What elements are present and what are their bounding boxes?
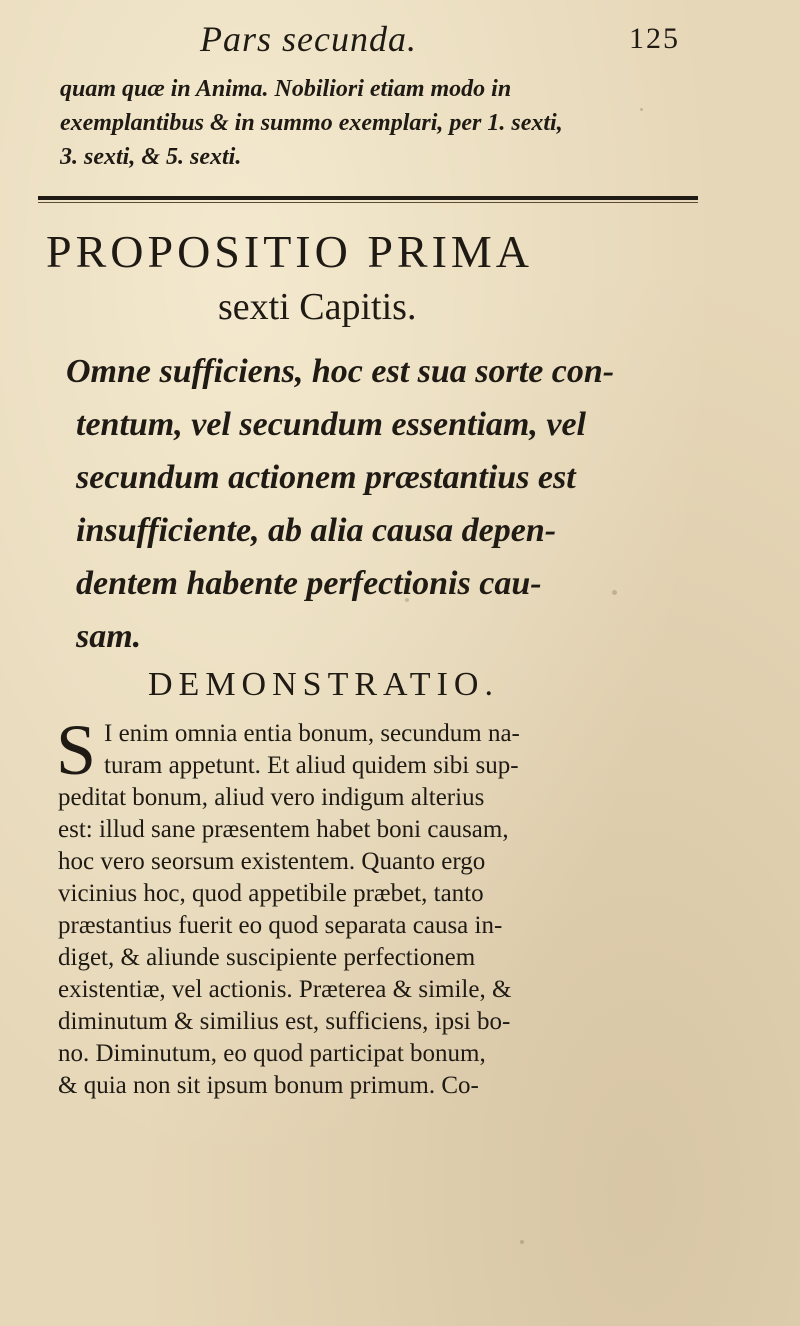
section-rule — [38, 196, 698, 200]
proposition-line: secundum actionem præstantius est — [76, 459, 576, 496]
proposition-line: dentem habente perfectionis cau- — [76, 565, 542, 602]
proposition-line: Omne sufficiens, hoc est sua sorte con- — [66, 353, 615, 390]
paper-speck — [612, 590, 617, 595]
demonstration-heading: DEMONSTRATIO. — [148, 666, 499, 703]
body-line: vicinius hoc, quod appetibile præbet, tanto — [58, 880, 484, 907]
body-line: & quia non sit ipsum bonum primum. Co- — [58, 1072, 479, 1099]
intro-line: 3. sexti, & 5. sexti. — [60, 144, 242, 170]
paper-speck — [405, 598, 409, 602]
body-line: diminutum & similius est, sufficiens, ipsi bo- — [58, 1008, 511, 1035]
body-line: I enim omnia entia bonum, secundum na- — [104, 720, 520, 747]
paper-speck — [640, 108, 643, 111]
body-line: diget, & aliunde suscipiente perfectionem — [58, 944, 476, 971]
intro-line: quam quæ in Anima. Nobiliori etiam modo in — [60, 76, 512, 102]
page-header — [60, 18, 760, 68]
body-line: hoc vero seorsum existentem. Quanto ergo — [58, 848, 486, 875]
demonstration-body — [56, 710, 658, 1102]
paper-speck — [520, 1240, 524, 1244]
proposition-line: sam. — [76, 618, 142, 655]
body-line: turam appetunt. Et aliud quidem sibi sup- — [104, 752, 519, 779]
body-line: est: illud sane præsentem habet boni causam, — [58, 816, 509, 843]
proposition-title: PROPOSITIO PRIMA — [46, 226, 534, 277]
running-head: Pars secunda. — [200, 19, 417, 59]
body-line: no. Diminutum, eo quod participat bonum, — [58, 1040, 486, 1067]
page-number: 125 — [629, 22, 680, 55]
proposition-line: tentum, vel secundum essentiam, vel — [76, 406, 586, 443]
proposition-line: insufficiente, ab alia causa depen- — [76, 512, 557, 549]
proposition-subtitle: sexti Capitis. — [218, 286, 417, 328]
intro-paragraph — [60, 72, 700, 174]
body-line: peditat bonum, aliud vero indigum alterius — [58, 784, 485, 811]
drop-cap: S — [56, 710, 97, 790]
intro-line: exemplantibus & in summo exemplari, per 1. sexti, — [60, 110, 563, 136]
proposition-text — [66, 345, 626, 663]
body-line: præstantius fuerit eo quod separata causa in- — [58, 912, 503, 939]
section-rule-thin — [38, 202, 698, 203]
body-line: existentiæ, vel actionis. Præterea & simile, & — [58, 976, 512, 1003]
